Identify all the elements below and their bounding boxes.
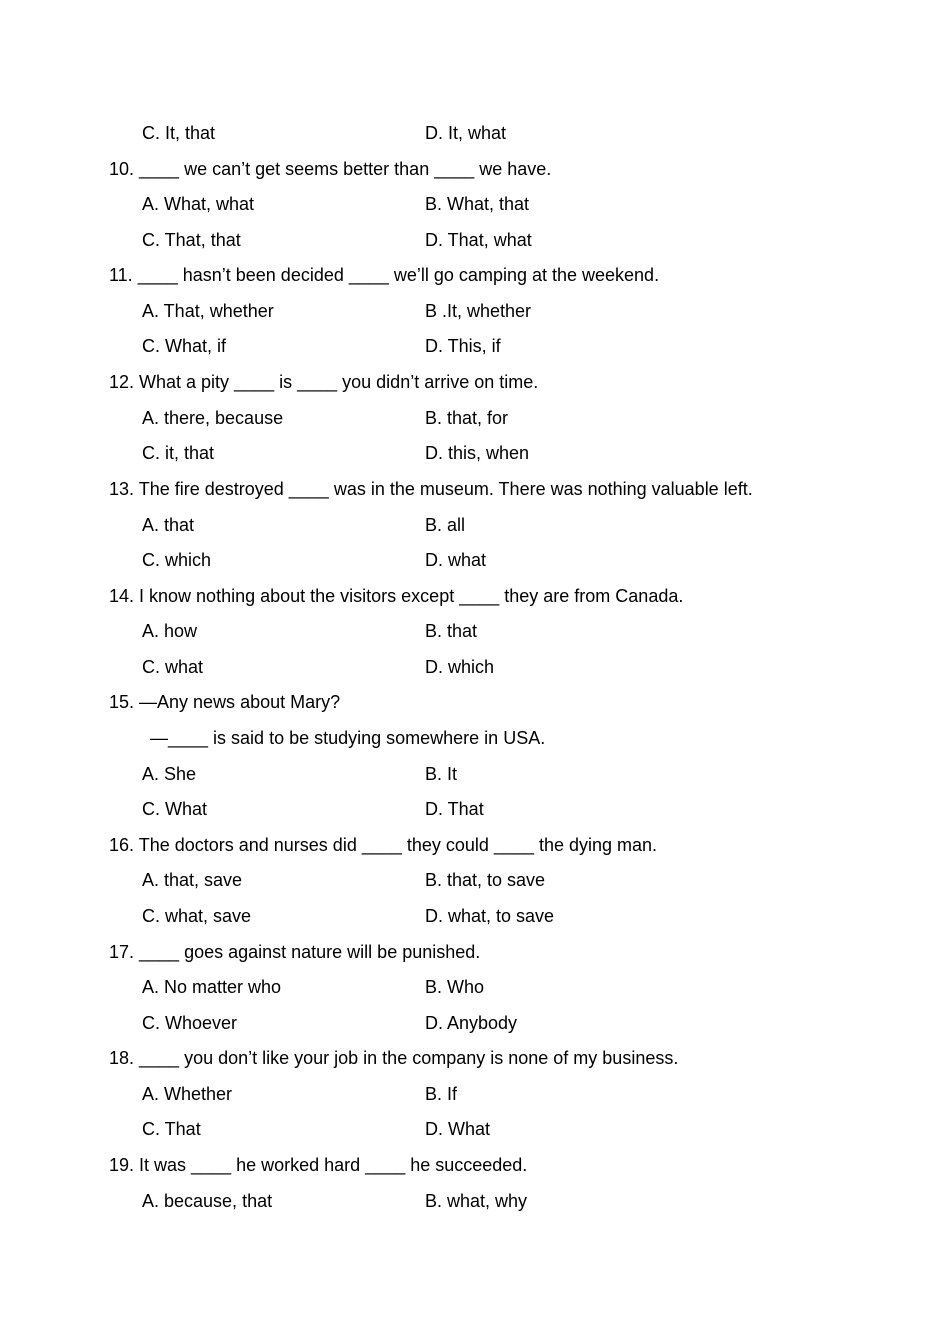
question-14-option-a: A. how: [142, 621, 198, 641]
question-13-stem: 13. The fire destroyed ____ was in the museum. There was nothing valuable left.: [109, 479, 753, 499]
question-11-option-c: C. What, if: [142, 336, 227, 356]
question-15-dialogue: —____ is said to be studying somewhere in USA.: [150, 728, 546, 748]
question-16-option-b: B. that, to save: [425, 870, 546, 890]
question-19-option-a: A. because, that: [142, 1191, 273, 1211]
option-c: C. It, that: [142, 123, 216, 143]
question-14-option-d: D. which: [425, 657, 495, 677]
question-13-option-d: D. what: [425, 550, 487, 570]
question-13-option-b: B. all: [425, 515, 466, 535]
question-15-stem: 15. —Any news about Mary?: [109, 692, 341, 712]
question-10-option-c: C. That, that: [142, 230, 241, 250]
question-16-stem: 16. The doctors and nurses did ____ they could ____ the dying man.: [109, 835, 658, 855]
question-19-option-b: B. what, why: [425, 1191, 528, 1211]
question-17-option-b: B. Who: [425, 977, 485, 997]
question-12-option-a: A. there, because: [142, 408, 284, 428]
question-16-option-d: D. what, to save: [425, 906, 555, 926]
question-16-option-a: A. that, save: [142, 870, 243, 890]
question-18-option-d: D. What: [425, 1119, 491, 1139]
question-15-option-c: C. What: [142, 799, 208, 819]
question-15-option-d: D. That: [425, 799, 484, 819]
question-11-stem: 11. ____ hasn’t been decided ____ we’ll go camping at the weekend.: [109, 265, 660, 285]
question-13-option-a: A. that: [142, 515, 195, 535]
question-11-option-b: B .It, whether: [425, 301, 532, 321]
question-18-option-a: A. Whether: [142, 1084, 233, 1104]
question-10-option-a: A. What, what: [142, 194, 255, 214]
question-17-stem: 17. ____ goes against nature will be punished.: [109, 942, 481, 962]
question-10-stem: 10. ____ we can’t get seems better than ____ we have.: [109, 159, 552, 179]
question-17-option-d: D. Anybody: [425, 1013, 518, 1033]
question-16-option-c: C. what, save: [142, 906, 252, 926]
question-18-stem: 18. ____ you don’t like your job in the company is none of my business.: [109, 1048, 679, 1068]
question-10-option-d: D. That, what: [425, 230, 532, 250]
question-19-stem: 19. It was ____ he worked hard ____ he succeeded.: [109, 1155, 528, 1175]
question-15-option-a: A. She: [142, 764, 197, 784]
question-12-option-d: D. this, when: [425, 443, 530, 463]
question-18-option-b: B. If: [425, 1084, 458, 1104]
question-11-option-d: D. This, if: [425, 336, 501, 356]
question-12-option-c: C. it, that: [142, 443, 215, 463]
question-15-option-b: B. It: [425, 764, 458, 784]
question-14-stem: 14. I know nothing about the visitors except ____ they are from Canada.: [109, 586, 684, 606]
question-11-option-a: A. That, whether: [142, 301, 274, 321]
option-d: D. It, what: [425, 123, 507, 143]
question-12-stem: 12. What a pity ____ is ____ you didn’t arrive on time.: [109, 372, 539, 392]
question-18-option-c: C. That: [142, 1119, 201, 1139]
question-17-option-c: C. Whoever: [142, 1013, 238, 1033]
question-10-option-b: B. What, that: [425, 194, 530, 214]
question-14-option-c: C. what: [142, 657, 204, 677]
question-17-option-a: A. No matter who: [142, 977, 282, 997]
question-12-option-b: B. that, for: [425, 408, 509, 428]
question-13-option-c: C. which: [142, 550, 212, 570]
question-14-option-b: B. that: [425, 621, 478, 641]
